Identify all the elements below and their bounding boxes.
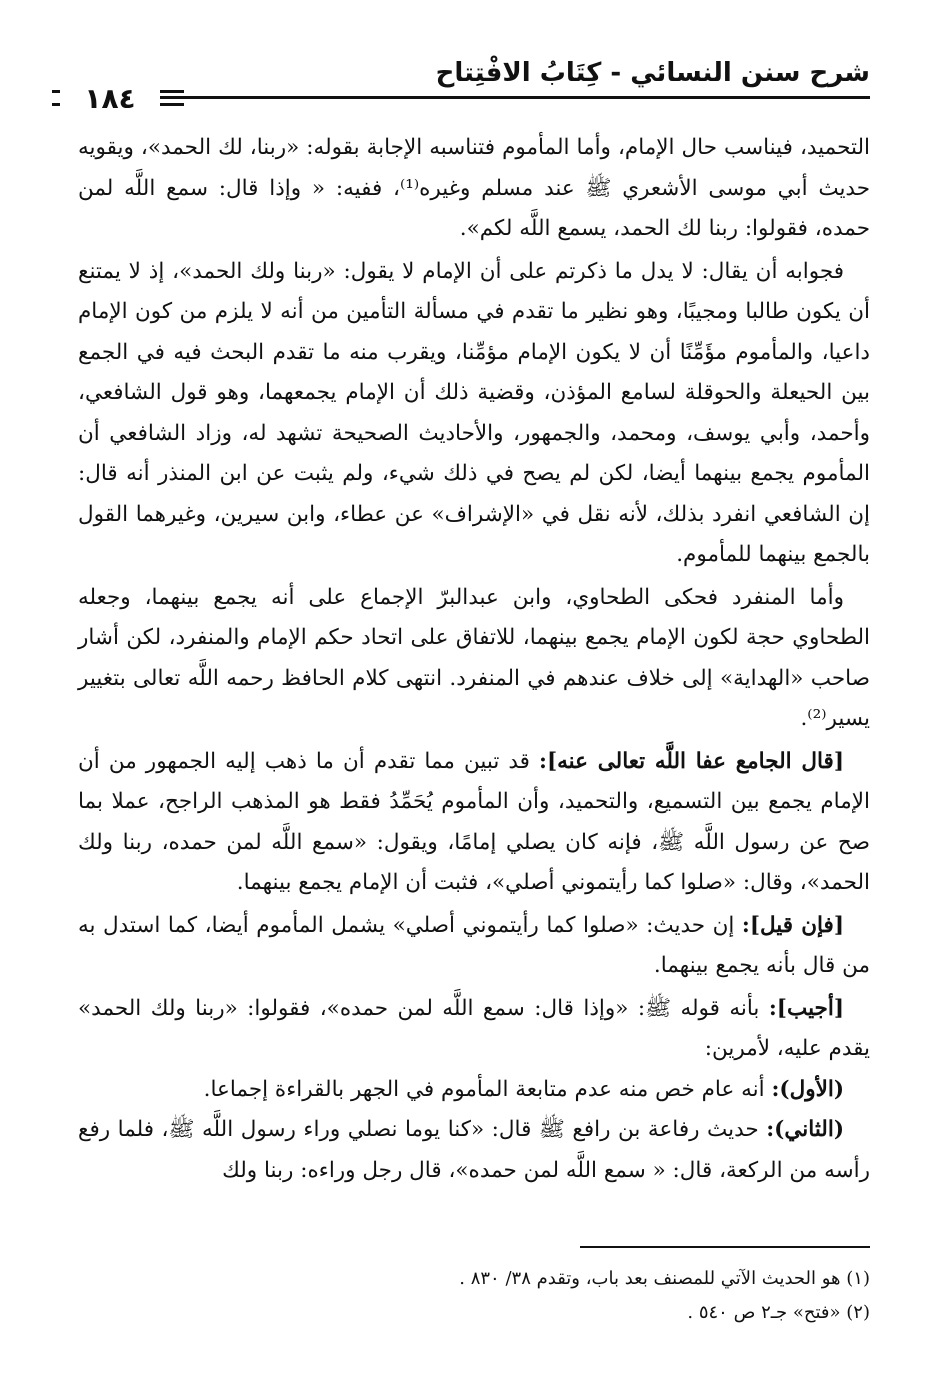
paragraph-text: إن حديث: «صلوا كما رأيتموني أصلي» يشمل المأموم أيضا، كما استدل به من قال بأنه يجمع بينهما. [78,912,870,978]
paragraph-lead: [قال الجامع عفا اللَّه تعالى عنه]: [539,748,844,774]
paragraph-4 [78,742,870,904]
paragraph-lead: [فإن قيل]: [741,912,845,938]
paragraph-3 [78,578,870,740]
footnote-separator [580,1246,870,1248]
paragraph-text: فجوابه أن يقال: لا يدل ما ذكرتم على أن الإمام لا يقول: «ربنا ولك الحمد»، إذ لا يمتنع أن يكون طالبا ومجيبًا، وهو نظير ما تقدم في مسألة التأمين من أنه لا يلزم من كون الإمام داعيا، والمأموم مؤَمِّنًا أن لا يكون الإمام مؤمِّنا، ويقرب منه ما تقدم البحث فيه في الجمع بين الحيعلة والحوقلة لسامع المؤذن، وقضية ذلك أن الإمام يجمعهما، وهو قول الشافعي، وأحمد، وأبي يوسف، ومحمد، والجمهور، والأحاديث الصحيحة تشهد له، وزاد الشافعي أن المأموم يجمع بينهما أيضا، لكن لم يصح في ذلك شيء، ولم يثبت عن ابن المنذر أنه قال: إن الشافعي انفرد بذلك، لأنه نقل في «الإشراف» عن عطاء، وابن سيرين، وغيرهما القول بالجمع بينهما للمأموم. [78,258,870,567]
footnote-1: (١) هو الحديث الآتي للمصنف بعد باب، وتقدم ٣٨/ ٨٣٠ . [459,1268,870,1289]
paragraph-lead: [أجيب]: [768,995,844,1021]
paragraph-lead: (الأول): [771,1076,844,1102]
paragraph-lead: (الثاني): [766,1117,844,1142]
footnote-2: (٢) «فتح» جـ٢ ص ٥٤٠ . [687,1302,870,1323]
paragraph-2 [78,252,870,576]
body-text [78,128,870,1191]
paragraph-text: وأما المنفرد فحكى الطحاوي، وابن عبدالبرّ الإجماع على أنه يجمع بينهما، وجعله الطحاوي حجة لكون الإمام يجمع بينهما، للاتفاق على اتحاد حكم الإمام والمنفرد، لكن أشار صاحب «الهداية» إلى خلاف عندهم في المنفرد. انتهى كلام الحافظ رحمه اللَّه تعالى بتغيير يسير⁽²⁾. [78,584,870,731]
paragraph-8 [78,1110,870,1191]
paragraph-5 [78,906,870,987]
page-number: ١٨٤ [60,82,160,115]
paragraph-6 [78,989,870,1070]
paragraph-text: التحميد، فيناسب حال الإمام، وأما المأموم فتناسبه الإجابة بقوله: «ربنا، لك الحمد»، ويقويه حديث أبي موسى الأشعري ﷺ عند مسلم وغيره⁽¹⁾، ففيه: « وإذا قال: سمع اللَّه لمن حمده، فقولوا: ربنا لك الحمد، يسمع اللَّه لكم». [78,135,871,241]
paragraph-text: بأنه قوله ﷺ: «وإذا قال: سمع اللَّه لمن حمده»، فقولوا: «ربنا ولك الحمد» يقدم عليه، لأمرين: [78,995,870,1061]
paragraph-7 [78,1070,870,1111]
footnotes [78,1262,870,1330]
paragraph-text: قد تبين مما تقدم أن ما ذهب إليه الجمهور من أن الإمام يجمع بين التسميع، والتحميد، وأن المأموم يُحَمِّدُ فقط هو المذهب الراجح، عملا بما صح عن رسول اللَّه ﷺ، فإنه كان يصلي إمامًا، ويقول: «سمع اللَّه لمن حمده، ربنا ولك الحمد»، وقال: «صلوا كما رأيتموني أصلي»، فثبت أن الإمام يجمع بينهما. [78,748,870,895]
running-title: شرح سنن النسائي - كِتَابُ الافْتِتاح [435,58,870,88]
paragraph-text: حديث رفاعة بن رافع ﷺ قال: «كنا يوما نصلي وراء رسول اللَّه ﷺ، فلما رفع رأسه من الركعة، قال: « سمع اللَّه لمن حمده»، قال رجل وراءه: ربنا ولك [78,1117,870,1183]
paragraph-1 [78,128,870,250]
page-header [60,52,870,115]
paragraph-text: أنه عام خص منه عدم متابعة المأموم في الجهر بالقراءة إجماعا. [203,1076,772,1102]
